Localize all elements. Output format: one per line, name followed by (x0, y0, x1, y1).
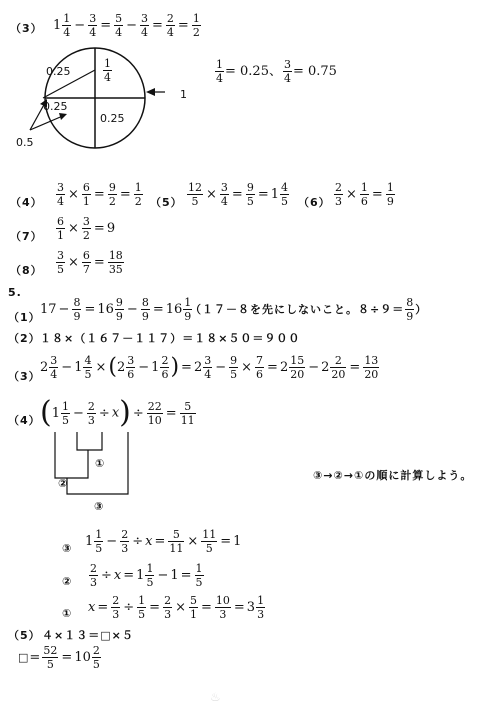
step-3-mark: ③ (62, 542, 73, 555)
circle-top-right-fraction: $\frac{1}{4}$ (104, 57, 111, 84)
label-p4: （4） (10, 196, 43, 209)
label-q2: （2） (8, 332, 41, 345)
expr-p7: $\frac{6}{1}$ × $\frac{3}{2}$ = 9 (57, 215, 116, 242)
decimal-note: $\frac{1}{4}$ = 0.25、 $\frac{3}{4}$ = 0.75 (216, 58, 337, 85)
circle-outside-label: 0.5 (16, 136, 34, 149)
order-note: ③→②→①の順に計算しよう。 (313, 469, 473, 482)
label-p6: （6） (298, 196, 331, 209)
bracket-mark-1: ① (95, 457, 106, 470)
step-2-mark: ② (62, 575, 73, 588)
expr-p5: $\frac{12}{5}$ × $\frac{3}{4}$ = $\frac{9}{5}$ = 1 4 5 (188, 181, 288, 208)
label-p8: （8） (10, 264, 43, 277)
circle-top-left-value: 0.25 (46, 65, 71, 78)
label-p5: （5） (150, 196, 183, 209)
label-p3: （3） (10, 22, 43, 35)
label-q1: （1） (8, 311, 41, 324)
expr-q4: (1 1 5 − $\frac{2}{3}$ ÷ x) ÷ $\frac{22}{10}$ = $\frac{5}{11}$ (40, 395, 195, 430)
bracket-mark-3: ③ (94, 500, 105, 513)
expr-p6: $\frac{2}{3}$ × $\frac{1}{6}$ = $\frac{1}{9}$ (335, 181, 394, 208)
circle-arrow-label: 1 (180, 88, 187, 101)
order-bracket-diagram (50, 430, 140, 510)
label-p7: （7） (10, 230, 43, 243)
step-2-expr: $\frac{2}{3}$ ÷ x = 1 1 5 − 1 = $\frac{1}{5}$ (90, 562, 203, 589)
circle-bottom-left-value: 0.25 (43, 100, 68, 113)
step-1-mark: ① (62, 607, 73, 620)
expr-q3: 2 3 4 − 1 4 5 ×(2 3 6 − 1 2 6 ) = 2 3 4 − $\frac{9}{5}$ × $\frac{7}{6}$ = 2 15 20 − 2 2 20 = $\frac{13}{20}$ (40, 354, 379, 381)
expr-p8: $\frac{3}{5}$ × $\frac{6}{7}$ = $\frac{18}{35}$ (57, 249, 123, 276)
section-5-label: 5. (8, 286, 22, 299)
bracket-mark-2: ② (58, 477, 69, 490)
q5-line1: ４×１３＝□×５ (42, 629, 134, 642)
step-1-expr: x = $\frac{2}{3}$ ÷ $\frac{1}{5}$ = $\frac{2}{3}$ × $\frac{5}{1}$ = $\frac{10}{3}$ = 3 1 3 (88, 594, 265, 621)
expr-q2: １８×（１６７－１１７）＝１８×５０＝９００ (40, 332, 301, 345)
label-q5: （5） (8, 629, 41, 642)
circle-bottom-right-value: 0.25 (100, 112, 125, 125)
watermark: ♨ (210, 690, 221, 704)
label-q4: （4） (8, 414, 41, 427)
q5-line2: □＝ $\frac{52}{5}$ = 10 2 5 (18, 644, 100, 671)
step-3-expr: 1 1 5 − $\frac{2}{3}$ ÷ x = $\frac{5}{11}$ × $\frac{11}{5}$ = 1 (85, 528, 242, 555)
q1-note: （１７－８を先にしないこと。８÷９＝ $\frac{8}{9}$ ） (190, 296, 428, 323)
label-q3: （3） (8, 370, 41, 383)
expr-q1: 17 − $\frac{8}{9}$ = 16 9 9 − $\frac{8}{9}$ = 16 1 9 (40, 296, 192, 323)
expr-p4: $\frac{3}{4}$ × $\frac{6}{1}$ = $\frac{9}{2}$ = $\frac{1}{2}$ (57, 181, 142, 208)
expr-p3: 1 1 4 − $\frac{3}{4}$ = $\frac{5}{4}$ − $\frac{3}{4}$ = $\frac{2}{4}$ = $\frac{1}{2}$ (53, 12, 200, 39)
